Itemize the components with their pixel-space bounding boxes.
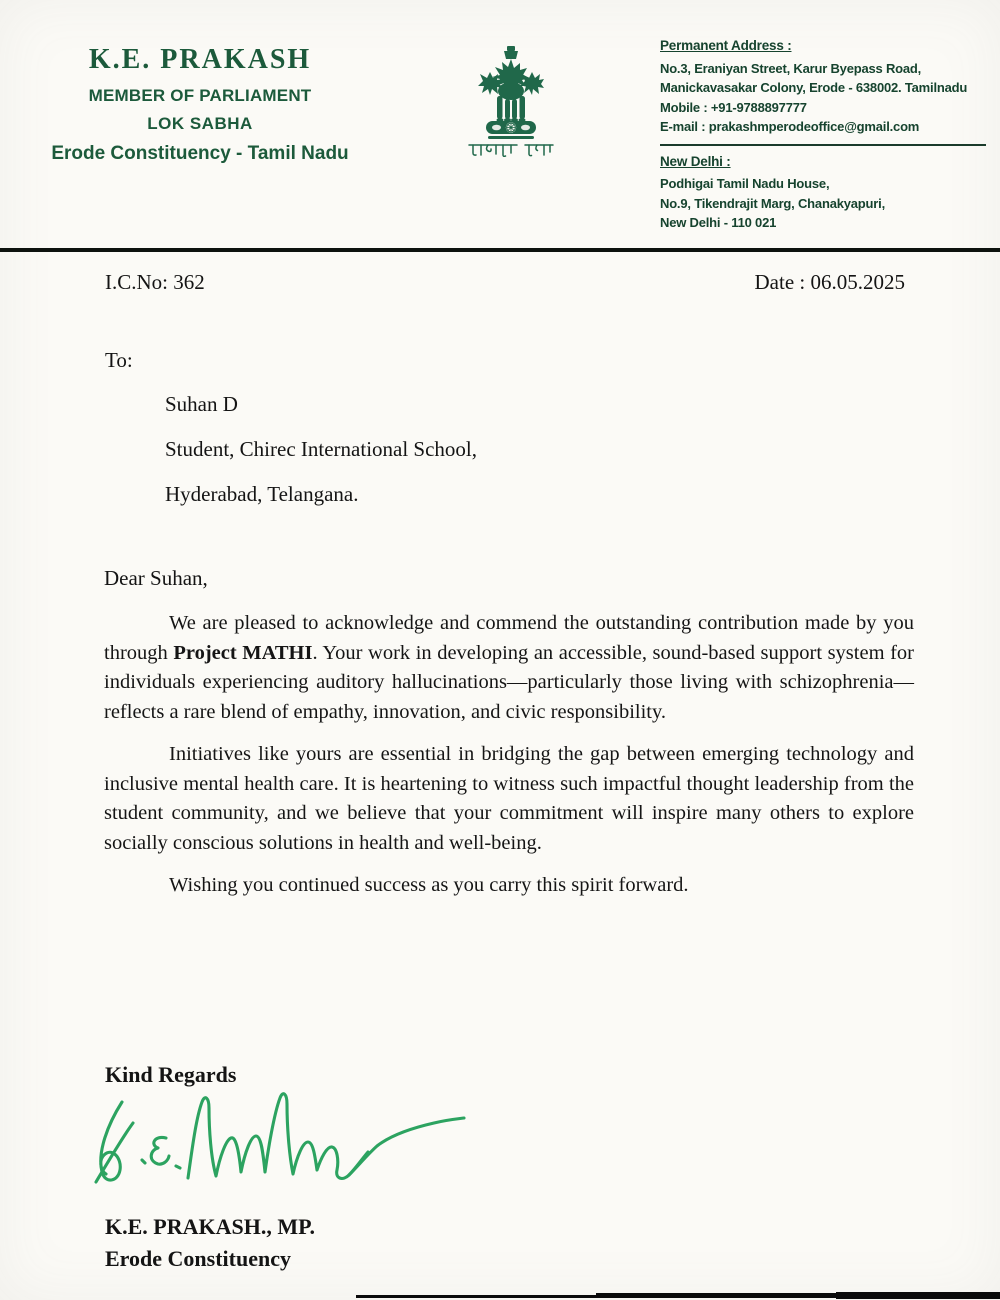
lion-capital-icon <box>477 46 545 140</box>
delhi-address-label: New Delhi : <box>660 153 731 169</box>
permanent-address-line: E-mail : prakashmperodeoffice@gmail.com <box>660 119 920 134</box>
recipient-name: Suhan D <box>165 392 238 416</box>
scan-artifact-bar <box>836 1292 1000 1299</box>
reference-row <box>105 270 905 295</box>
india-emblem-icon <box>477 46 545 158</box>
project-name-bold: Project MATHI <box>173 641 313 664</box>
signature-ink-icon <box>92 1090 472 1194</box>
salutation: Dear Suhan, <box>104 566 208 590</box>
permanent-address-line: Mobile : +91-9788897777 <box>660 99 807 115</box>
delhi-address-line: No.9, Tikendrajit Marg, Chanakyapuri, <box>660 195 885 211</box>
letterhead-divider <box>0 248 1000 252</box>
permanent-address-line: Manickavasakar Colony, Erode - 638002. Tamilnadu <box>660 80 968 95</box>
paragraph-2: Initiatives like yours are essential in bridging the gap between emerging technology and inclusive mental health care. It is heartening to witness such impactful thought leadership from the student community, and we believe that your commitment will inspire many others to explore socially conscious solutions in health and well-being. <box>104 743 914 854</box>
letter-date: Date : 06.05.2025 <box>754 270 905 294</box>
to-label: To: <box>105 348 133 372</box>
paragraph-3: Wishing you continued success as you carry this spirit forward. <box>169 874 689 896</box>
signatory-name: K.E. PRAKASH., MP. <box>105 1214 316 1239</box>
paragraph-1 <box>104 609 914 727</box>
recipient-city: Hyderabad, Telangana. <box>165 482 359 506</box>
permanent-address-label: Permanent Address : <box>660 38 792 53</box>
delhi-address-line: New Delhi - 110 021 <box>660 215 777 230</box>
sender-house: LOK SABHA <box>147 114 253 133</box>
address-block <box>660 36 988 233</box>
scan-artifact-bar <box>596 1293 838 1298</box>
delhi-address <box>660 152 988 233</box>
letter-body <box>104 609 914 901</box>
signatory-block <box>105 1211 315 1275</box>
permanent-address <box>660 36 986 146</box>
ic-number: I.C.No: 362 <box>105 270 205 294</box>
handwritten-signature <box>92 1090 472 1194</box>
paragraph-1-text: . Your work in developing an accessible, sound-based support system for individuals experiencing auditory hallucinations—particularly those living with schizophrenia—reflects a rare blend of empathy, innovation, and civic responsibility. <box>104 641 914 723</box>
sender-constituency: Erode Constituency - Tamil Nadu <box>51 143 349 164</box>
satyameva-jayate-motto <box>465 142 557 157</box>
recipient-address <box>165 392 477 527</box>
recipient-school: Student, Chirec International School, <box>165 437 478 461</box>
permanent-address-line: No.3, Eraniyan Street, Karur Byepass Road, <box>660 60 922 76</box>
scan-artifact-bar <box>356 1295 598 1298</box>
sender-block <box>50 44 350 165</box>
delhi-address-line: Podhigai Tamil Nadu House, <box>660 176 830 191</box>
sender-name: K.E. PRAKASH <box>88 44 312 75</box>
closing-phrase: Kind Regards <box>105 1062 237 1087</box>
paragraph-1-text: We are pleased to acknowledge and commend the outstanding contribution made by you through <box>104 612 914 664</box>
signatory-title: Erode Constituency <box>105 1246 291 1271</box>
sender-role: MEMBER OF PARLIAMENT <box>88 86 312 105</box>
